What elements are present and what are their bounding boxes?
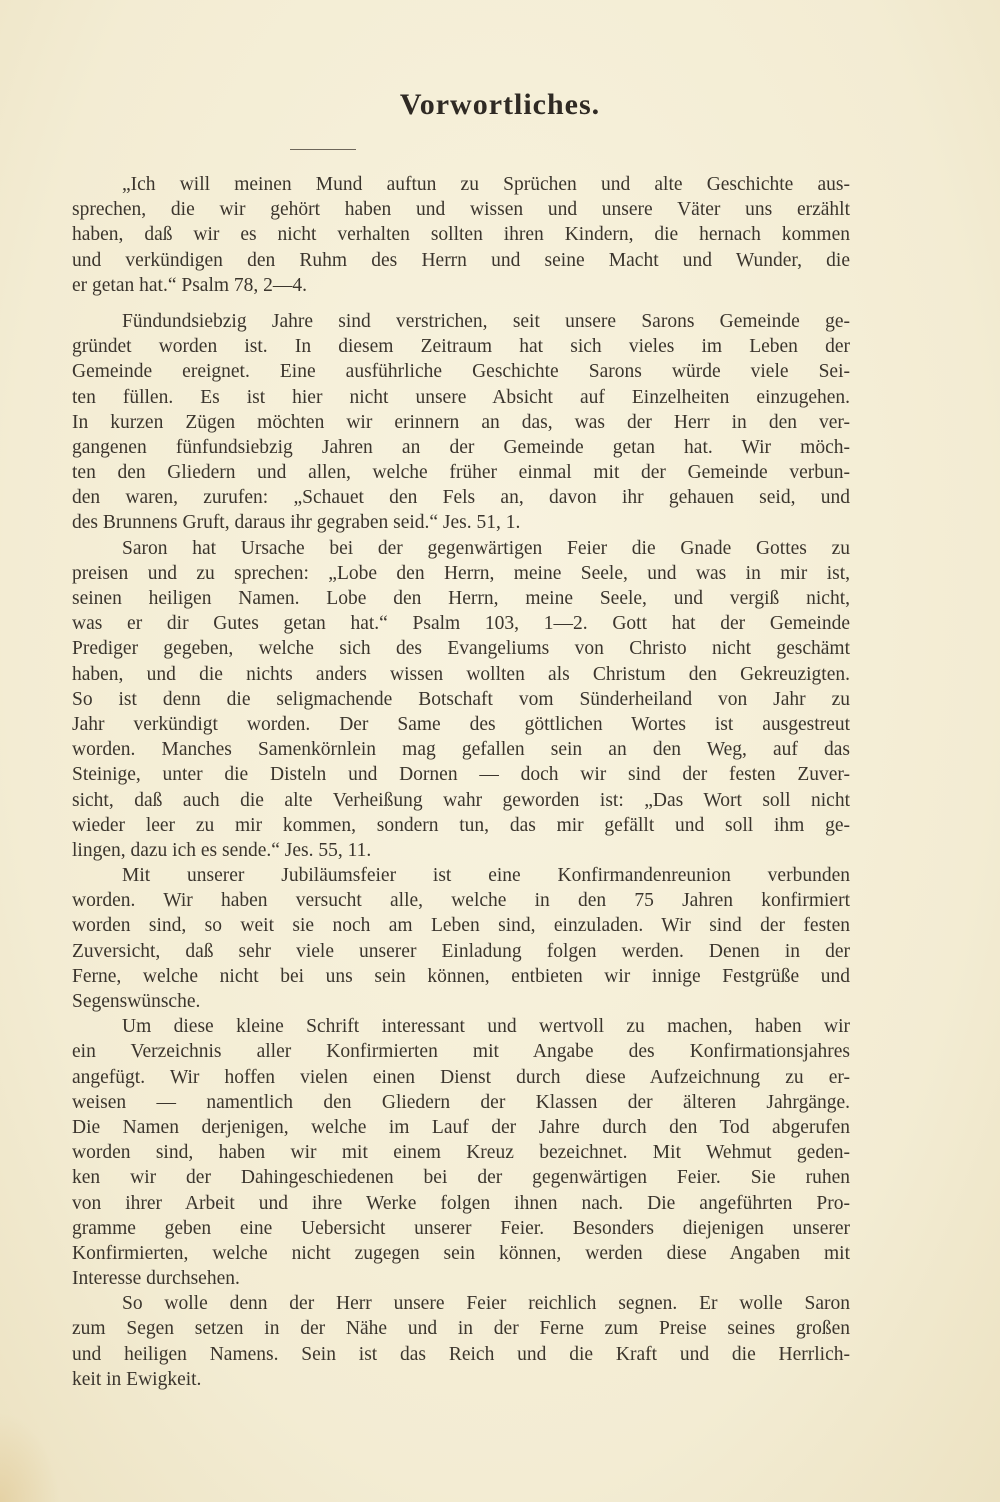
paragraph (72, 863, 850, 1014)
text-line: seinen heiligen Namen. Lobe den Herrn, meine Seele, und vergiß nicht, (72, 588, 850, 609)
text-line: wieder leer zu mir kommen, sondern tun, das mir gefällt und soll ihm ge- (72, 814, 850, 836)
title-divider (290, 149, 356, 150)
text-line: zum Segen setzen in der Nähe und in der Ferne zum Preise seines großen (72, 1318, 850, 1340)
text-line: ken wir der Dahingeschiedenen bei der gegenwärtigen Feier. Sie ruhen (72, 1167, 850, 1189)
text-line: ten den Gliedern und allen, welche früher einmal mit der Gemeinde verbun- (72, 462, 850, 484)
text-line: Jahr verkündigt worden. Der Same des göttlichen Wortes ist ausgestreut (72, 713, 850, 735)
text-line: lingen, dazu ich es sende.“ Jes. 55, 11. (72, 839, 372, 861)
text-line: Steinige, unter die Disteln und Dornen — doch wir sind der festen Zuver- (72, 764, 850, 786)
text-line: worden sind, so weit sie noch am Leben sind, einzuladen. Wir sind der festen (72, 915, 850, 937)
text-line: So wolle denn der Herr unsere Feier reichlich segnen. Er wolle Saron (122, 1293, 850, 1315)
text-line: So ist denn die seligmachende Botschaft vom Sünderheiland von Jahr zu (72, 688, 850, 710)
text-line: worden. Manches Samenkörnlein mag gefallen sein an den Weg, auf das (72, 739, 850, 761)
text-line: worden sind, haben wir mit einem Kreuz bezeichnet. Mit Wehmut geden- (72, 1142, 850, 1164)
text-line: was er dir Gutes getan hat.“ Psalm 103, 1—2. Gott hat der Gemeinde (72, 613, 850, 635)
text-line: weisen — namentlich den Gliedern der Klassen der älteren Jahrgänge. (72, 1091, 850, 1113)
text-line: sprechen, die wir gehört haben und wissen und unsere Väter uns erzählt (72, 199, 850, 221)
text-line: keit in Ewigkeit. (72, 1368, 202, 1390)
text-line: Fündundsiebzig Jahre sind verstrichen, seit unsere Sarons Gemeinde ge- (122, 310, 850, 332)
text-line: gangenen fünfundsiebzig Jahren an der Gemeinde getan hat. Wir möch- (72, 436, 850, 458)
paragraph (72, 536, 850, 863)
text-line: „Ich will meinen Mund auftun zu Sprüchen und alte Geschichte aus- (122, 174, 850, 195)
text-line: ten füllen. Es ist hier nicht unsere Absicht auf Einzelheiten einzugehen. (72, 386, 850, 408)
text-line: haben, daß wir es nicht verhalten sollten ihren Kindern, die hernach kommen (72, 224, 850, 246)
text-line: worden. Wir haben versucht alle, welche in den 75 Jahren konfirmiert (72, 890, 850, 912)
text-line: Mit unserer Jubiläumsfeier ist eine Konfirmandenreunion verbunden (122, 865, 850, 887)
text-line: Interesse durchsehen. (72, 1268, 240, 1290)
text-line: Konfirmierten, welche nicht zugegen sein können, werden diese Angaben mit (72, 1242, 850, 1264)
text-line: gründet worden ist. In diesem Zeitraum hat sich vieles im Leben der (72, 336, 850, 358)
text-line: Segenswünsche. (72, 991, 201, 1012)
text-line: Die Namen derjenigen, welche im Lauf der Jahre durch den Tod abgerufen (72, 1116, 850, 1138)
text-line: gramme geben eine Uebersicht unserer Feier. Besonders diejenigen unserer (72, 1217, 850, 1239)
text-line: und verkündigen den Ruhm des Herrn und seine Macht und Wunder, die (72, 249, 850, 271)
text-line: ein Verzeichnis aller Konfirmierten mit Angabe des Konfirmationsjahres (72, 1041, 850, 1063)
text-line: preisen und zu sprechen: „Lobe den Herrn, meine Seele, und was in mir ist, (72, 562, 850, 584)
text-line: angefügt. Wir hoffen vielen einen Dienst durch diese Aufzeichnung zu er- (72, 1066, 850, 1088)
text-line: In kurzen Zügen möchten wir erinnern an das, was der Herr in den ver- (72, 411, 850, 433)
text-line: von ihrer Arbeit und ihre Werke folgen ihnen nach. Die angeführten Pro- (72, 1192, 850, 1214)
text-line: er getan hat.“ Psalm 78, 2—4. (72, 274, 308, 296)
text-line: des Brunnens Gruft, daraus ihr gegraben seid.“ Jes. 51, 1. (72, 512, 521, 534)
page-title: Vorwortliches. (399, 88, 601, 121)
text-line: Prediger gegeben, welche sich des Evangeliums von Christo nicht geschämt (72, 638, 850, 660)
text-line: haben, und die nichts anders wissen wollten als Christum den Gekreuzigten. (72, 663, 850, 685)
text-line: und heiligen Namens. Sein ist das Reich und die Kraft und die Herrlich- (72, 1343, 850, 1365)
text-line: Ferne, welche nicht bei uns sein können, entbieten wir innige Festgrüße und (72, 965, 850, 987)
paper-stain (0, 1412, 60, 1502)
paragraph (72, 1291, 850, 1392)
text-line: Um diese kleine Schrift interessant und wertvoll zu machen, haben wir (122, 1016, 850, 1038)
text-line: sicht, daß auch die alte Verheißung wahr geworden ist: „Das Wort soll nicht (72, 789, 850, 811)
text-line: den waren, zurufen: „Schauet den Fels an, davon ihr gehauen seid, und (72, 487, 850, 509)
preface-text (72, 172, 850, 1392)
text-line: Zuversicht, daß sehr viele unserer Einladung folgen werden. Denen in der (72, 940, 850, 962)
paragraph (72, 172, 850, 298)
paragraph (72, 309, 850, 536)
text-line: Gemeinde ereignet. Eine ausführliche Geschichte Sarons würde viele Sei- (72, 361, 850, 383)
paragraph (72, 1014, 850, 1291)
text-line: Saron hat Ursache bei der gegenwärtigen Feier die Gnade Gottes zu (122, 537, 850, 559)
